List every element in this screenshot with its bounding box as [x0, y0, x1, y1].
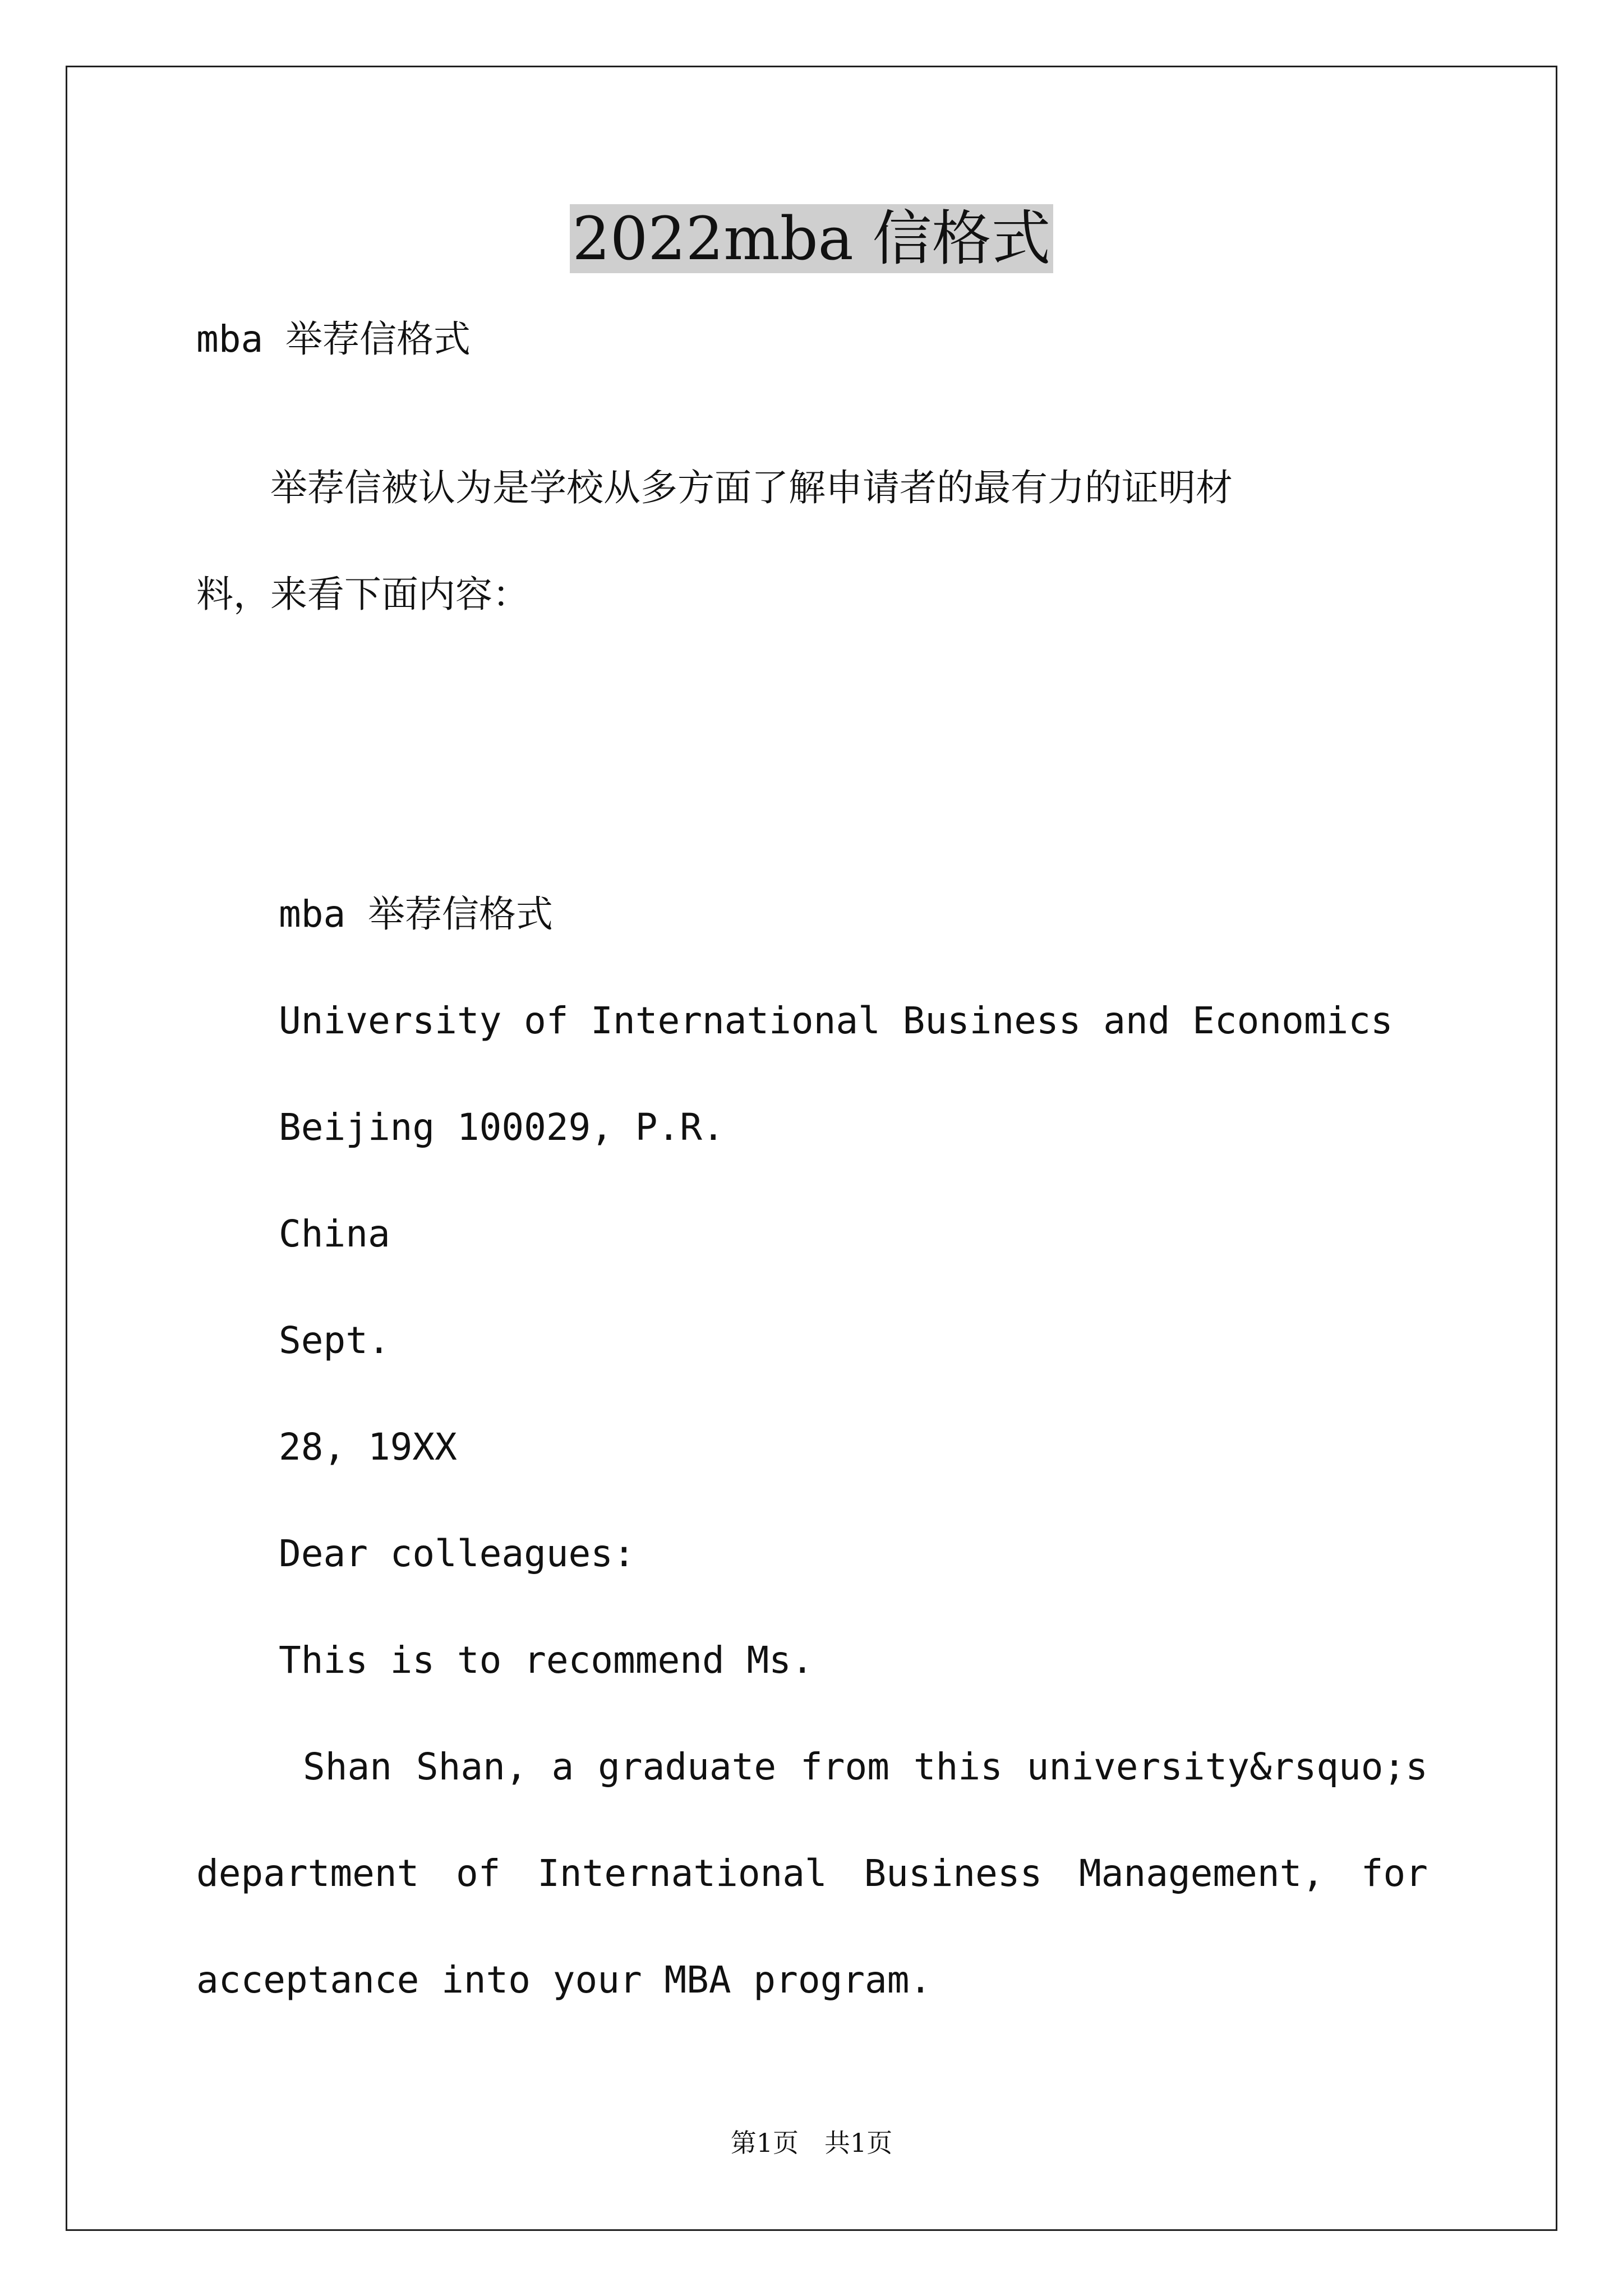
date-line-2: 28, 19XX	[279, 1425, 457, 1469]
document-title-text: 2022mba 信格式	[570, 204, 1053, 273]
body-line-3: department of International Business Management, for	[196, 1852, 1428, 1895]
address-line-3: China	[279, 1212, 390, 1255]
letter-heading: mba 举荐信格式	[279, 892, 553, 936]
document-title	[0, 200, 1623, 278]
body-line-4: acceptance into your MBA program.	[196, 1958, 932, 2001]
intro-line-1: 举荐信被认为是学校从多方面了解申请者的最有力的证明材	[196, 466, 1233, 509]
intro-line-2: 料，来看下面内容：	[196, 573, 529, 616]
address-line-2: Beijing 100029, P.R.	[279, 1106, 725, 1149]
body-line-2: Shan Shan, a graduate from this university&rsquo;s	[303, 1745, 1428, 1788]
date-line-1: Sept.	[279, 1319, 390, 1362]
address-line-1: University of International Business and Economics	[279, 999, 1393, 1042]
page-footer: 第1页 共1页	[730, 2128, 893, 2158]
salutation: Dear colleagues:	[279, 1532, 635, 1575]
body-line-1: This is to recommend Ms.	[279, 1639, 814, 1682]
section-heading: mba 举荐信格式	[196, 318, 471, 361]
